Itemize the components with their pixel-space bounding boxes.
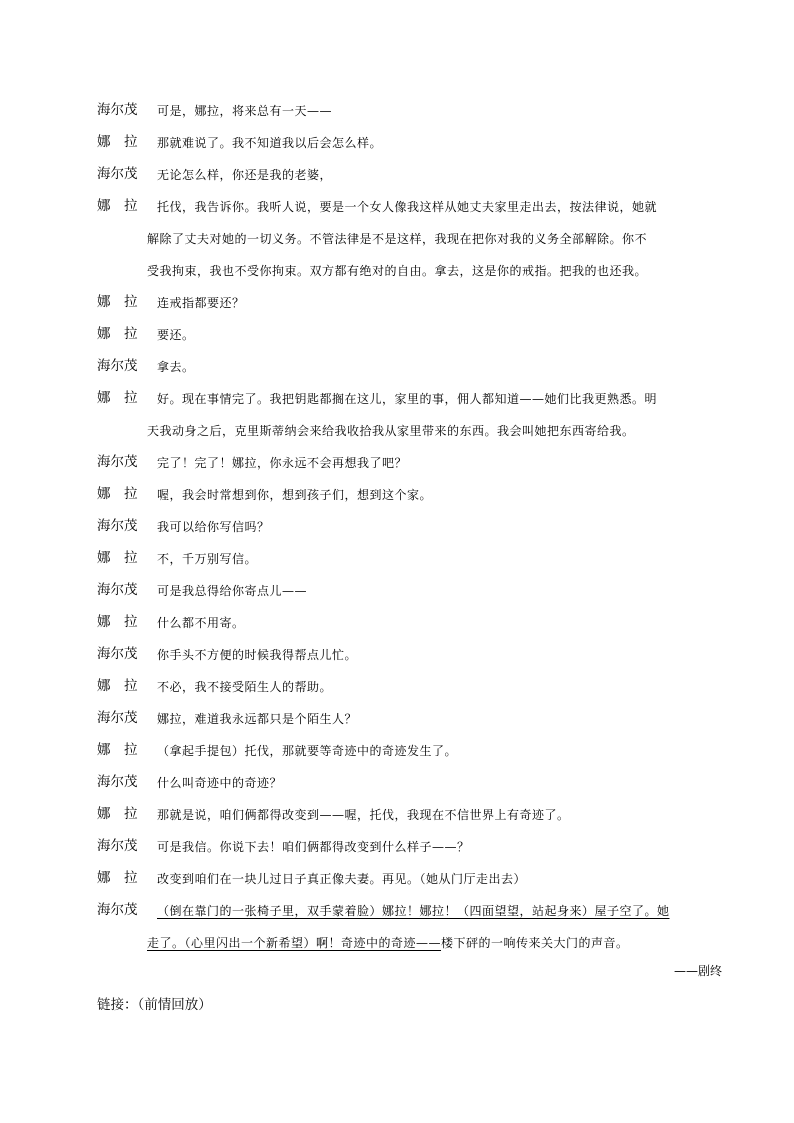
- speaker-name: 海尔茂: [97, 902, 138, 918]
- dialogue-line: 可是我信。你说下去！咱们俩都得改变到什么样子——？: [157, 840, 470, 854]
- dialogue-line: 不必，我不接受陌生人的帮助。: [157, 680, 333, 694]
- speaker-name: 娜 拉: [97, 678, 138, 694]
- speaker-name: 娜 拉: [97, 294, 138, 310]
- dialogue-line: 什么叫奇迹中的奇迹？: [157, 776, 283, 790]
- dialogue-line: 可是我总得给你寄点儿——: [157, 584, 308, 598]
- speaker-name: 海尔茂: [97, 102, 138, 118]
- dialogue-line: 可是，娜拉，将来总有一天——: [157, 104, 333, 118]
- speaker-name: 娜 拉: [97, 806, 138, 822]
- speaker-name: 娜 拉: [97, 550, 138, 566]
- stage-direction-tail: 楼下砰的一响传来关大门的声音。: [441, 936, 629, 950]
- dialogue-line: 你手头不方便的时候我得帮点儿忙。: [157, 648, 358, 662]
- speaker-name: 娜 拉: [97, 742, 138, 758]
- speaker-name: 海尔茂: [97, 838, 138, 854]
- dialogue-line: 改变到咱们在一块儿过日子真正像夫妻。再见。（她从门厅走出去）: [157, 872, 527, 886]
- speaker-name: 海尔茂: [97, 710, 138, 726]
- speaker-name: 娜 拉: [97, 486, 138, 502]
- underlined-segment: 走了。（心里闪出一个新希望）啊！奇迹中的奇迹——: [147, 936, 442, 950]
- play-ending: ——剧终: [673, 964, 722, 978]
- speaker-name: 海尔茂: [97, 358, 138, 374]
- dialogue-line: 解除了丈夫对她的一切义务。不管法律是不是这样，我现在把你对我的义务全部解除。你不: [147, 232, 648, 246]
- dialogue-line: 托伐，我告诉你。我听人说，要是一个女人像我这样从她丈夫家里走出去，按法律说，她就: [157, 200, 658, 214]
- speaker-name: 海尔茂: [97, 646, 138, 662]
- dialogue-line: 无论怎么样，你还是我的老婆，: [157, 168, 333, 182]
- speaker-name: 海尔茂: [97, 454, 138, 470]
- dialogue-line: 完了！完了！娜拉，你永远不会再想我了吧？: [157, 456, 408, 470]
- dialogue-line: 拿去。: [157, 360, 195, 374]
- speaker-name: 娜 拉: [97, 198, 138, 214]
- dialogue-line: 我可以给你写信吗？: [157, 520, 270, 534]
- speaker-name: 海尔茂: [97, 774, 138, 790]
- dialogue-line: 天我动身之后，克里斯蒂纳会来给我收拾我从家里带来的东西。我会叫她把东西寄给我。: [147, 424, 635, 438]
- dialogue-line: 娜拉，难道我永远都只是个陌生人？: [157, 712, 358, 726]
- dialogue-line: （拿起手提包）托伐，那就要等奇迹中的奇迹发生了。: [157, 744, 458, 758]
- link-label: 链接：（前情回放）: [97, 997, 212, 1013]
- dialogue-line: 喔，我会时常想到你，想到孩子们，想到这个家。: [157, 488, 433, 502]
- speaker-name: 娜 拉: [97, 614, 138, 630]
- dialogue-line: 不，千万别写信。: [157, 552, 258, 566]
- dialogue-line: 那就难说了。我不知道我以后会怎么样。: [157, 136, 383, 150]
- speaker-name: 海尔茂: [97, 582, 138, 598]
- speaker-name: 娜 拉: [97, 326, 138, 342]
- dialogue-line: 受我拘束，我也不受你拘束。双方都有绝对的自由。拿去，这是你的戒指。把我的也还我。: [147, 264, 648, 278]
- dialogue-line-mixed: [147, 935, 629, 951]
- dialogue-line: 什么都不用寄。: [157, 616, 245, 630]
- dialogue-line: 要还。: [157, 328, 195, 342]
- speaker-name: 娜 拉: [97, 134, 138, 150]
- dialogue-line: 那就是说，咱们俩都得改变到——喔，托伐，我现在不信世界上有奇迹了。: [157, 808, 570, 822]
- dialogue-line: 好。现在事情完了。我把钥匙都搁在这儿，家里的事，佣人都知道——她们比我更熟悉。明: [157, 392, 658, 406]
- dialogue-line: 连戒指都要还？: [157, 296, 245, 310]
- dialogue-line-underlined: （倒在靠门的一张椅子里，双手蒙着脸）娜拉！娜拉！（四面望望，站起身来）屋子空了。她: [157, 904, 670, 918]
- speaker-name: 娜 拉: [97, 870, 138, 886]
- speaker-name: 娜 拉: [97, 390, 138, 406]
- speaker-name: 海尔茂: [97, 518, 138, 534]
- speaker-name: 海尔茂: [97, 166, 138, 182]
